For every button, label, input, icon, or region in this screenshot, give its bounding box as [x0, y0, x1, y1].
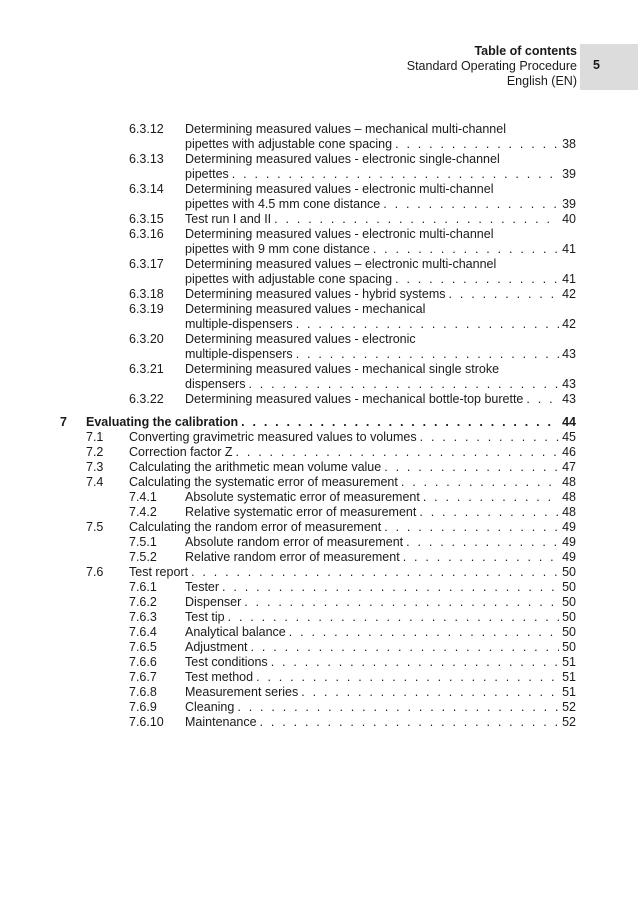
toc-entry-page: 42 [562, 287, 576, 301]
dot-leader [274, 212, 559, 227]
toc-entry[interactable] [0, 302, 638, 332]
toc-entry-title-text: Evaluating the calibration [86, 415, 239, 429]
toc-entry-leader-line [185, 197, 576, 212]
toc-entry-title [86, 415, 576, 430]
toc-entry[interactable] [0, 415, 638, 430]
toc-entry-title [185, 655, 576, 670]
toc-entry-title [129, 475, 576, 490]
toc-entry-title [185, 182, 576, 212]
toc-entry-number: 6.3.20 [129, 332, 164, 346]
toc-entry-page: 50 [562, 580, 576, 594]
toc-entry[interactable] [0, 625, 638, 640]
toc-entry-title-line: Determining measured values - electronic multi-channel [185, 227, 494, 241]
toc-entry-title [185, 362, 576, 392]
toc-entry-title-text: pipettes [185, 167, 229, 181]
toc-entry-title [129, 565, 576, 580]
toc-entry-leader-line [185, 625, 576, 640]
dot-leader [423, 490, 559, 505]
toc-entry-page: 41 [562, 242, 576, 256]
toc-entry-page: 40 [562, 212, 576, 226]
toc-entry-leader-line [185, 715, 576, 730]
toc-entry-page: 48 [562, 505, 576, 519]
toc-entry-title [129, 430, 576, 445]
toc-entry-title-text: pipettes with 9 mm cone distance [185, 242, 370, 256]
toc-entry-leader-line [185, 490, 576, 505]
toc-entry-number: 7.6.5 [129, 640, 157, 654]
toc-entry[interactable] [0, 580, 638, 595]
dot-leader [271, 655, 559, 670]
toc-entry-title-line: Determining measured values - mechanical single stroke [185, 362, 500, 376]
dot-leader [237, 700, 559, 715]
toc-entry[interactable] [0, 520, 638, 535]
toc-entry-title [185, 670, 576, 685]
dot-leader [228, 610, 559, 625]
toc-entry[interactable] [0, 460, 638, 475]
toc-entry-number: 7.6.1 [129, 580, 157, 594]
toc-entry-leader-line [185, 272, 576, 287]
toc-entry-title-text: Determining measured values - hybrid systems [185, 287, 446, 301]
toc-entry-title [185, 392, 576, 407]
toc-entry-title-text: Absolute random error of measurement [185, 535, 404, 549]
toc-entry-title-text: Measurement series [185, 685, 299, 699]
toc-entry-title [185, 227, 576, 257]
toc-entry-number: 7.4.2 [129, 505, 157, 519]
dot-leader [384, 520, 559, 535]
toc-entry-number: 6.3.12 [129, 122, 164, 136]
toc-entry-title-text: Relative random error of measurement [185, 550, 400, 564]
toc-entry-page: 52 [562, 700, 576, 714]
toc-entry-number: 7.6.9 [129, 700, 157, 714]
toc-entry-title [185, 640, 576, 655]
toc-entry-number: 6.3.14 [129, 182, 164, 196]
toc-entry-page: 50 [562, 595, 576, 609]
toc-entry-number: 7.6.10 [129, 715, 164, 729]
page-header [407, 44, 577, 89]
toc-entry-title-text: Calculating the random error of measurement [129, 520, 382, 534]
toc-entry-number: 6.3.13 [129, 152, 164, 166]
toc-entry-page: 49 [562, 535, 576, 549]
toc-entry-title-line: Determining measured values - mechanical [185, 302, 426, 316]
toc-entry-leader-line [185, 317, 576, 332]
dot-leader [296, 347, 559, 362]
toc-entry-title [185, 490, 576, 505]
toc-entry-number: 7 [60, 415, 67, 429]
toc-entry-title [185, 580, 576, 595]
toc-entry-leader-line [185, 595, 576, 610]
toc-entry-leader-line [185, 640, 576, 655]
dot-leader [373, 242, 559, 257]
toc-entry-title-text: Analytical balance [185, 625, 286, 639]
toc-entry-title-text: Converting gravimetric measured values to volumes [129, 430, 417, 444]
toc-entry-title-text: Adjustment [185, 640, 248, 654]
toc-entry-leader-line [129, 475, 576, 490]
toc-entry-number: 6.3.15 [129, 212, 164, 226]
toc-entry-leader-line [185, 212, 576, 227]
toc-entry[interactable] [0, 430, 638, 445]
toc-entry-page: 42 [562, 317, 576, 331]
dot-leader [191, 565, 559, 580]
toc-entry-title [185, 610, 576, 625]
toc-entry-title [185, 332, 576, 362]
dot-leader [241, 415, 559, 430]
dot-leader [383, 197, 559, 212]
toc-entry-number: 6.3.17 [129, 257, 164, 271]
toc-entry-title-text: Calculating the systematic error of measurement [129, 475, 398, 489]
dot-leader [395, 137, 559, 152]
toc-entry-number: 7.5 [86, 520, 104, 534]
toc-entry[interactable] [0, 362, 638, 392]
toc-entry[interactable] [0, 700, 638, 715]
toc-entry-page: 41 [562, 272, 576, 286]
dot-leader [289, 625, 559, 640]
toc-entry[interactable] [0, 490, 638, 505]
dot-leader [449, 287, 559, 302]
toc-entry[interactable] [0, 505, 638, 520]
toc-entry-title-text: Test method [185, 670, 254, 684]
header-title: Table of contents [474, 44, 577, 58]
toc-entry-page: 51 [562, 670, 576, 684]
toc-entry-title [185, 505, 576, 520]
toc-entry[interactable] [0, 670, 638, 685]
toc-entry-leader-line [185, 167, 576, 182]
toc-entry[interactable] [0, 152, 638, 182]
toc-entry-page: 51 [562, 685, 576, 699]
toc-entry-leader-line [86, 415, 576, 430]
toc-entry-title-text: Test run I and II [185, 212, 272, 226]
toc-entry-number: 7.6.2 [129, 595, 157, 609]
toc-entry-title-text: Cleaning [185, 700, 235, 714]
toc-entry[interactable] [0, 640, 638, 655]
dot-leader [526, 392, 559, 407]
toc-entry-page: 39 [562, 167, 576, 181]
toc-entry-title-text: Calculating the arithmetic mean volume value [129, 460, 382, 474]
toc-entry-title-text: Dispenser [185, 595, 242, 609]
dot-leader [251, 640, 559, 655]
toc-entry[interactable] [0, 287, 638, 302]
toc-entry-number: 7.6.3 [129, 610, 157, 624]
dot-leader [222, 580, 559, 595]
toc-entry-title [129, 520, 576, 535]
toc-entry-number: 7.6.4 [129, 625, 157, 639]
toc-entry-number: 7.6 [86, 565, 104, 579]
toc-entry[interactable] [0, 655, 638, 670]
toc-entry-page: 50 [562, 565, 576, 579]
toc-entry-number: 6.3.19 [129, 302, 164, 316]
toc-entry-leader-line [185, 685, 576, 700]
toc-entry-leader-line [185, 392, 576, 407]
toc-entry-number: 7.6.8 [129, 685, 157, 699]
toc-entry[interactable] [0, 445, 638, 460]
toc-entry-page: 44 [562, 415, 576, 429]
toc-entry-title [185, 287, 576, 302]
toc-entry-page: 50 [562, 640, 576, 654]
toc-entry-leader-line [185, 655, 576, 670]
page-number: 5 [593, 58, 600, 72]
toc-entry-title-text: Tester [185, 580, 220, 594]
toc-entry-page: 49 [562, 520, 576, 534]
toc-entry-page: 47 [562, 460, 576, 474]
toc-entry-number: 6.3.21 [129, 362, 164, 376]
toc-entry-page: 50 [562, 610, 576, 624]
toc-entry-title-text: Test tip [185, 610, 225, 624]
toc-entry-title [129, 445, 576, 460]
toc-entry-leader-line [185, 670, 576, 685]
dot-leader [406, 535, 559, 550]
toc-entry-number: 7.5.2 [129, 550, 157, 564]
toc-entry-page: 48 [562, 475, 576, 489]
toc-entry[interactable] [0, 332, 638, 362]
toc-entry-leader-line [185, 377, 576, 392]
toc-entry[interactable] [0, 227, 638, 257]
toc-entry-page: 52 [562, 715, 576, 729]
toc-entry[interactable] [0, 182, 638, 212]
toc-entry-title [185, 122, 576, 152]
toc-entry-title-text: Maintenance [185, 715, 257, 729]
dot-leader [248, 377, 559, 392]
dot-leader [395, 272, 559, 287]
dot-leader [236, 445, 559, 460]
toc-entry-page: 39 [562, 197, 576, 211]
toc-entry-title-text: multiple-dispensers [185, 317, 293, 331]
toc-entry-leader-line [185, 610, 576, 625]
toc-entry-page: 45 [562, 430, 576, 444]
toc-entry-page: 43 [562, 392, 576, 406]
toc-entry-leader-line [129, 430, 576, 445]
toc-entry-title [185, 715, 576, 730]
toc-entry-title [185, 595, 576, 610]
toc-entry-title [129, 460, 576, 475]
toc-entry-leader-line [185, 535, 576, 550]
toc-entry-page: 38 [562, 137, 576, 151]
toc-entry[interactable] [0, 212, 638, 227]
toc-entry-number: 7.3 [86, 460, 104, 474]
page-number-tab [580, 44, 638, 90]
toc-entry-page: 43 [562, 377, 576, 391]
toc-entry-number: 6.3.16 [129, 227, 164, 241]
toc-entry[interactable] [0, 610, 638, 625]
toc-entry-title [185, 212, 576, 227]
toc-entry[interactable] [0, 685, 638, 700]
toc-entry-leader-line [185, 550, 576, 565]
header-subtitle: Standard Operating Procedure [406, 59, 577, 73]
toc-entry-page: 51 [562, 655, 576, 669]
dot-leader [260, 715, 559, 730]
toc-entry-title-line: Determining measured values - electronic [185, 332, 416, 346]
toc-entry-title-text: Correction factor Z [129, 445, 233, 459]
toc-entry-leader-line [185, 505, 576, 520]
toc-entry[interactable] [0, 535, 638, 550]
toc-entry-title-text: Relative systematic error of measurement [185, 505, 417, 519]
toc-entry-title [185, 700, 576, 715]
toc-entry-title [185, 550, 576, 565]
toc-entry-page: 46 [562, 445, 576, 459]
toc-entry-number: 6.3.22 [129, 392, 164, 406]
toc-entry-leader-line [185, 347, 576, 362]
toc-entry-title [185, 152, 576, 182]
toc-entry-title-text: pipettes with adjustable cone spacing [185, 272, 393, 286]
toc-entry-number: 6.3.18 [129, 287, 164, 301]
dot-leader [244, 595, 559, 610]
dot-leader [403, 550, 559, 565]
toc-entry-title [185, 302, 576, 332]
dot-leader [401, 475, 559, 490]
toc-entry-number: 7.6.7 [129, 670, 157, 684]
toc-entry-title-text: Determining measured values - mechanical bottle-top burette [185, 392, 524, 406]
toc-entry-title-line: Determining measured values - electronic single-channel [185, 152, 500, 166]
dot-leader [296, 317, 559, 332]
toc-entry-leader-line [185, 137, 576, 152]
toc-entry-page: 48 [562, 490, 576, 504]
toc-entry-leader-line [185, 700, 576, 715]
toc-entry-title-text: Absolute systematic error of measurement [185, 490, 420, 504]
toc-entry-leader-line [129, 460, 576, 475]
toc-entry-title-line: Determining measured values - electronic multi-channel [185, 182, 494, 196]
toc-entry[interactable] [0, 392, 638, 407]
toc-entry-title [185, 625, 576, 640]
toc-entry[interactable] [0, 715, 638, 730]
toc-entry-title-line: Determining measured values – electronic multi-channel [185, 257, 497, 271]
toc-entry-title-text: multiple-dispensers [185, 347, 293, 361]
toc-entry-page: 50 [562, 625, 576, 639]
toc-entry[interactable] [0, 122, 638, 152]
toc-entry-page: 43 [562, 347, 576, 361]
toc-entry-title-text: Test conditions [185, 655, 268, 669]
toc-entry-number: 7.1 [86, 430, 104, 444]
dot-leader [232, 167, 559, 182]
toc-entry[interactable] [0, 257, 638, 287]
toc-entry[interactable] [0, 595, 638, 610]
toc-entry-leader-line [185, 580, 576, 595]
toc-entry-title-line: Determining measured values – mechanical multi-channel [185, 122, 506, 136]
toc-entry-number: 7.6.6 [129, 655, 157, 669]
toc-entry[interactable] [0, 550, 638, 565]
toc-entry-leader-line [129, 445, 576, 460]
toc-entry-number: 7.4 [86, 475, 104, 489]
toc-entry-leader-line [129, 520, 576, 535]
toc-entry-leader-line [185, 287, 576, 302]
header-language: English (EN) [506, 74, 577, 88]
dot-leader [384, 460, 559, 475]
dot-leader [301, 685, 559, 700]
toc-entry-number: 7.2 [86, 445, 104, 459]
toc-entry-title-text: pipettes with 4.5 mm cone distance [185, 197, 381, 211]
toc-entry-title [185, 685, 576, 700]
dot-leader [256, 670, 559, 685]
toc-entry-leader-line [185, 242, 576, 257]
toc-entry-title [185, 535, 576, 550]
dot-leader [419, 505, 559, 520]
toc-entry-title-text: dispensers [185, 377, 246, 391]
toc-entry[interactable] [0, 565, 638, 580]
toc-entry-leader-line [129, 565, 576, 580]
section-gap [0, 407, 638, 415]
table-of-contents [0, 122, 638, 730]
toc-entry-number: 7.4.1 [129, 490, 157, 504]
toc-entry-title-text: pipettes with adjustable cone spacing [185, 137, 393, 151]
dot-leader [420, 430, 559, 445]
toc-entry[interactable] [0, 475, 638, 490]
toc-entry-page: 49 [562, 550, 576, 564]
toc-entry-title-text: Test report [129, 565, 189, 579]
toc-entry-number: 7.5.1 [129, 535, 157, 549]
toc-entry-title [185, 257, 576, 287]
